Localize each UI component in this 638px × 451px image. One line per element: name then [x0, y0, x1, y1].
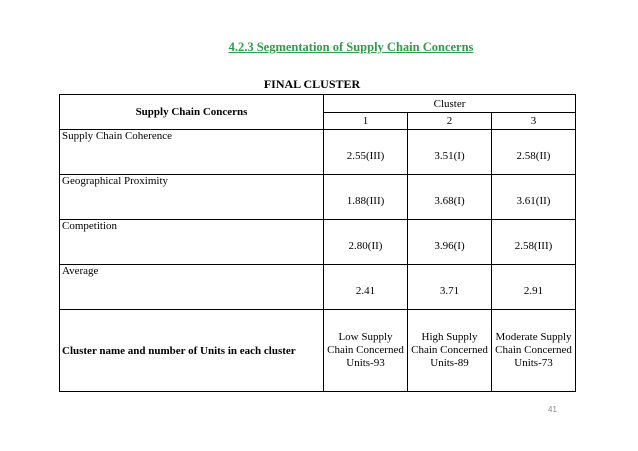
page-number: 41	[548, 405, 557, 414]
table-row	[60, 220, 576, 265]
cluster-name-cell: Low Supply Chain Concerned Units-93	[324, 310, 408, 392]
row-label: Supply Chain Coherence	[60, 130, 324, 175]
cluster-header: Cluster	[324, 95, 576, 113]
cell-value: 3.68(I)	[408, 175, 492, 220]
table-row	[60, 265, 576, 310]
row-label: Average	[60, 265, 324, 310]
row-label: Cluster name and number of Units in each cluster	[60, 310, 324, 392]
table-row	[60, 130, 576, 175]
concern-header: Supply Chain Concerns	[60, 95, 324, 130]
table-row	[60, 175, 576, 220]
cell-value: 1.88(III)	[324, 175, 408, 220]
cell-value: 2.58(II)	[492, 130, 576, 175]
cell-value: 3.51(I)	[408, 130, 492, 175]
table-title: FINAL CLUSTER	[263, 77, 361, 91]
row-label: Geographical Proximity	[60, 175, 324, 220]
cluster-name-cell: Moderate Supply Chain Concerned Units-73	[492, 310, 576, 392]
cluster-number: 2	[408, 113, 492, 130]
cell-value: 2.41	[324, 265, 408, 310]
cluster-number: 1	[324, 113, 408, 130]
cell-value: 2.58(III)	[492, 220, 576, 265]
final-cluster-table	[59, 94, 576, 392]
cell-value: 2.55(III)	[324, 130, 408, 175]
table-row	[60, 310, 576, 392]
cell-value: 3.71	[408, 265, 492, 310]
cell-value: 3.61(II)	[492, 175, 576, 220]
section-heading: 4.2.3 Segmentation of Supply Chain Concerns	[228, 40, 474, 54]
row-label: Competition	[60, 220, 324, 265]
cluster-number: 3	[492, 113, 576, 130]
cluster-name-cell: High Supply Chain Concerned Units-89	[408, 310, 492, 392]
cell-value: 2.80(II)	[324, 220, 408, 265]
cell-value: 2.91	[492, 265, 576, 310]
cell-value: 3.96(I)	[408, 220, 492, 265]
